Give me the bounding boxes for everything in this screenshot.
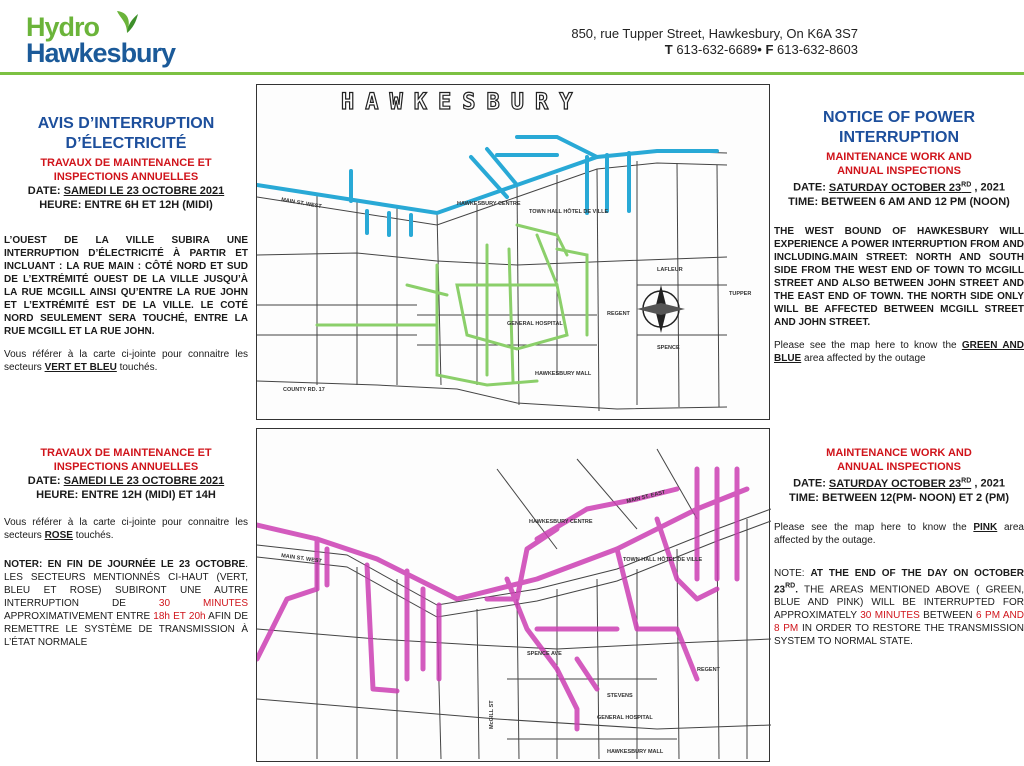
label-hawkesbury-mall: HAWKESBURY MALL	[607, 749, 664, 755]
time-fr: HEURE: ENTRE 12H (MIDI) ET 14H	[36, 489, 216, 501]
work-type-en-line2: ANNUAL INSPECTIONS	[837, 165, 961, 177]
date-en	[774, 474, 1024, 491]
date-label: DATE:	[793, 181, 829, 194]
refer-text-end: touchés.	[116, 362, 158, 373]
refer-colors: GREEN AND BLUE	[774, 339, 1024, 364]
french-notice-afternoon	[4, 446, 248, 649]
company-phones	[665, 42, 858, 57]
time-fr: HEURE: ENTRE 6H ET 12H (MIDI)	[39, 199, 213, 211]
refer-colors: PINK	[973, 521, 998, 533]
refer-text-end: area affected by the outage	[801, 352, 926, 364]
label-main-st-east: MAIN ST. EAST	[626, 489, 667, 505]
note-text-2: BETWEEN	[919, 609, 977, 621]
label-general-hospital: GENERAL HOSPITAL	[597, 715, 653, 721]
label-hawkesbury-centre: HAWKESBURY CENTRE	[457, 201, 521, 207]
date-label: DATE:	[27, 185, 64, 197]
map-reference-fr	[4, 348, 248, 374]
outage-map-afternoon	[256, 428, 770, 762]
logo-text-hydro: Hydro	[26, 12, 100, 42]
work-type-fr-line1: TRAVAUX DE MAINTENANCE ET	[40, 447, 212, 459]
refer-text: Please see the map here to know the	[774, 339, 962, 351]
outage-map-morning	[256, 84, 770, 420]
label-general-hospital: GENERAL HOSPITAL	[507, 321, 563, 327]
fax-number: 613-632-8603	[777, 42, 858, 57]
label-mcgill-st: McGILL ST	[489, 700, 495, 729]
label-spence: SPENCE	[657, 345, 680, 351]
refer-text-end: touchés.	[72, 530, 114, 541]
date-value: SAMEDI LE 23 OCTOBRE 2021	[63, 475, 225, 487]
refer-colors: VERT ET BLEU	[44, 362, 117, 373]
date-fr	[4, 474, 248, 488]
map-reference-en	[774, 339, 1024, 365]
note-timeframe: 18h ET 20h	[153, 611, 206, 622]
map-afternoon-drawing	[257, 429, 771, 763]
label-tupper: TUPPER	[729, 291, 752, 297]
work-type-en-line2: ANNUAL INSPECTIONS	[837, 461, 961, 473]
note-text: . LES SECTEURS MENTIONNÉS CI-HAUT (VERT, BLEU ET ROSE) SUBIRONT UNE AUTRE INTERRUPTION DE	[4, 559, 248, 609]
note-heading: NOTER: EN FIN DE JOURNÉE LE 23 OCTOBRE	[4, 559, 246, 570]
label-lafleur: LAFLEUR	[657, 267, 683, 273]
time-en: TIME: BETWEEN 6 AM AND 12 PM (NOON)	[788, 195, 1010, 208]
note-duration: 30 MINUTES	[158, 598, 249, 609]
note-suffix: RD	[785, 582, 796, 590]
map-title: HAWKESBURY	[341, 90, 584, 115]
note-text-3: IN ORDER TO RESTORE THE TRANSMISSION SYSTEM TO NORMAL STATE.	[774, 622, 1024, 647]
label-town-hall: TOWN HALL HÔTEL DE VILLE	[623, 557, 703, 563]
label-hawkesbury-centre: HAWKESBURY CENTRE	[529, 519, 593, 525]
end-of-day-note-en	[774, 567, 1024, 648]
refer-text: Please see the map here to know the	[774, 521, 974, 533]
note-heading: AT THE END OF THE DAY ON OCTOBER 23	[774, 567, 1024, 595]
note-duration: 30 MINUTES	[860, 609, 920, 621]
header-divider	[0, 72, 1024, 75]
french-notice-morning	[4, 114, 248, 374]
page-header	[0, 0, 1024, 74]
blue-outage-zone	[257, 137, 717, 235]
notice-title-en-line1: NOTICE OF POWER	[823, 109, 975, 126]
end-of-day-note-fr	[4, 558, 248, 649]
label-county-rd-17: COUNTY RD. 17	[283, 387, 325, 393]
date-year: , 2021	[971, 477, 1005, 490]
leaf-icon	[114, 8, 140, 34]
label-regent: REGENT	[607, 311, 630, 317]
note-label: NOTE:	[774, 567, 811, 579]
hydro-hawkesbury-logo	[26, 8, 176, 70]
date-value: SATURDAY OCTOBER 23	[828, 181, 962, 194]
english-notice-afternoon	[774, 446, 1024, 648]
date-value: SATURDAY OCTOBER 23	[828, 477, 962, 490]
work-type-fr-line2: INSPECTIONS ANNUELLES	[53, 171, 199, 183]
phone-number: 613-632-6689	[676, 42, 758, 57]
logo-text-hawkesbury: Hawkesbury	[26, 38, 176, 68]
map-reference-fr	[4, 516, 248, 542]
refer-colors: ROSE	[44, 530, 73, 541]
date-label: DATE:	[27, 475, 64, 487]
label-stevens: STEVENS	[607, 693, 633, 699]
label-spence-ave: SPENCE AVE	[527, 651, 562, 657]
work-type-fr-line2: INSPECTIONS ANNUELLES	[53, 461, 199, 473]
label-hawkesbury-mall: HAWKESBURY MALL	[535, 371, 592, 377]
fax-prefix: • F	[757, 42, 774, 57]
pink-outage-zone	[257, 469, 747, 729]
map-morning-drawing	[257, 85, 771, 421]
notice-title-en-line2: INTERRUPTION	[839, 129, 959, 146]
refer-text: Vous référer à la carte ci-jointe pour connaitre les secteurs	[4, 517, 248, 541]
notice-title-fr-line1: AVIS D’INTERRUPTION	[37, 115, 215, 132]
english-notice-morning	[774, 108, 1024, 365]
refer-text-end: area affected by the outage.	[774, 521, 1024, 546]
phone-prefix: T	[664, 42, 673, 57]
refer-text: Vous référer à la carte ci-jointe pour connaitre les secteurs	[4, 349, 248, 373]
date-en	[774, 178, 1024, 195]
street-grid	[257, 151, 727, 411]
note-text-3: AFIN DE REMETTRE LE SYSTÈME DE TRANSMISSION À L’ÉTAT NORMALE	[4, 611, 248, 648]
note-text: THE AREAS MENTIONED ABOVE ( GREEN, BLUE AND PINK) WILL BE INTERRUPTED FOR APPROXIMATELY	[774, 583, 1024, 621]
notice-title-fr-line2: D’ÉLECTRICITÉ	[65, 135, 187, 152]
time-en: TIME: BETWEEN 12(PM- NOON) ET 2 (PM)	[789, 491, 1009, 504]
street-grid	[257, 449, 771, 759]
date-suffix: RD	[961, 477, 972, 484]
label-main-st-west: MAIN ST. WEST	[280, 197, 323, 211]
affected-area-fr: L’OUEST DE LA VILLE SUBIRA UNE INTERRUPTION D’ÉLECTRICITÉ À PARTIR ET INCLUANT : LA RUE MAIN : CÔTÉ NORD ET SUD DE L’EXTRÉMITÉ OUEST DE LA VILLE JUSQU’À LA RUE MCGILL AINSI QU’ENTRE LA RUE JOHN ET L’EXTRÉMITÉ EST DE LA VILLE. LE COTÉ NORD SEULEMENT SERA TOUCHÉ, ENTRE LA RUE MCGILL ET LA RUE JOHN.	[4, 235, 248, 337]
date-suffix: RD	[961, 181, 972, 188]
label-town-hall: TOWN HALL HÔTEL DE VILLE	[529, 209, 609, 215]
date-year: , 2021	[971, 181, 1005, 194]
affected-area-en: THE WEST BOUND OF HAWKESBURY WILL EXPERIENCE A POWER INTERRUPTION FROM AND INCLUDING.MAIN STREET: NORTH AND SOUTH SIDE FROM THE WEST END OF TOWN TO MCGILL STREET AND ALSO BETWEEN JOHN STREET AND THE EAST END OF TOWN. THE NORTH SIDE ONLY WILL BE AFFECTED BETWEEN MCGILL STREET AND JOHN STREET.	[774, 225, 1024, 328]
note-period: .	[795, 583, 799, 595]
note-timeframe: 6 PM AND 8 PM	[774, 609, 1024, 634]
note-text-2: APPROXIMATIVEMENT ENTRE	[4, 611, 154, 622]
work-type-fr-line1: TRAVAUX DE MAINTENANCE ET	[40, 157, 212, 169]
work-type-en-line1: MAINTENANCE WORK AND	[826, 151, 972, 163]
label-main-st-west: MAIN ST. WEST	[280, 553, 323, 565]
label-regent: REGENT	[697, 667, 720, 673]
work-type-en-line1: MAINTENANCE WORK AND	[826, 447, 972, 459]
date-label: DATE:	[793, 477, 829, 490]
company-address: 850, rue Tupper Street, Hawkesbury, On K6A 3S7	[571, 26, 858, 41]
date-fr	[4, 184, 248, 198]
map-reference-en	[774, 521, 1024, 547]
date-value: SAMEDI LE 23 OCTOBRE 2021	[63, 185, 225, 197]
